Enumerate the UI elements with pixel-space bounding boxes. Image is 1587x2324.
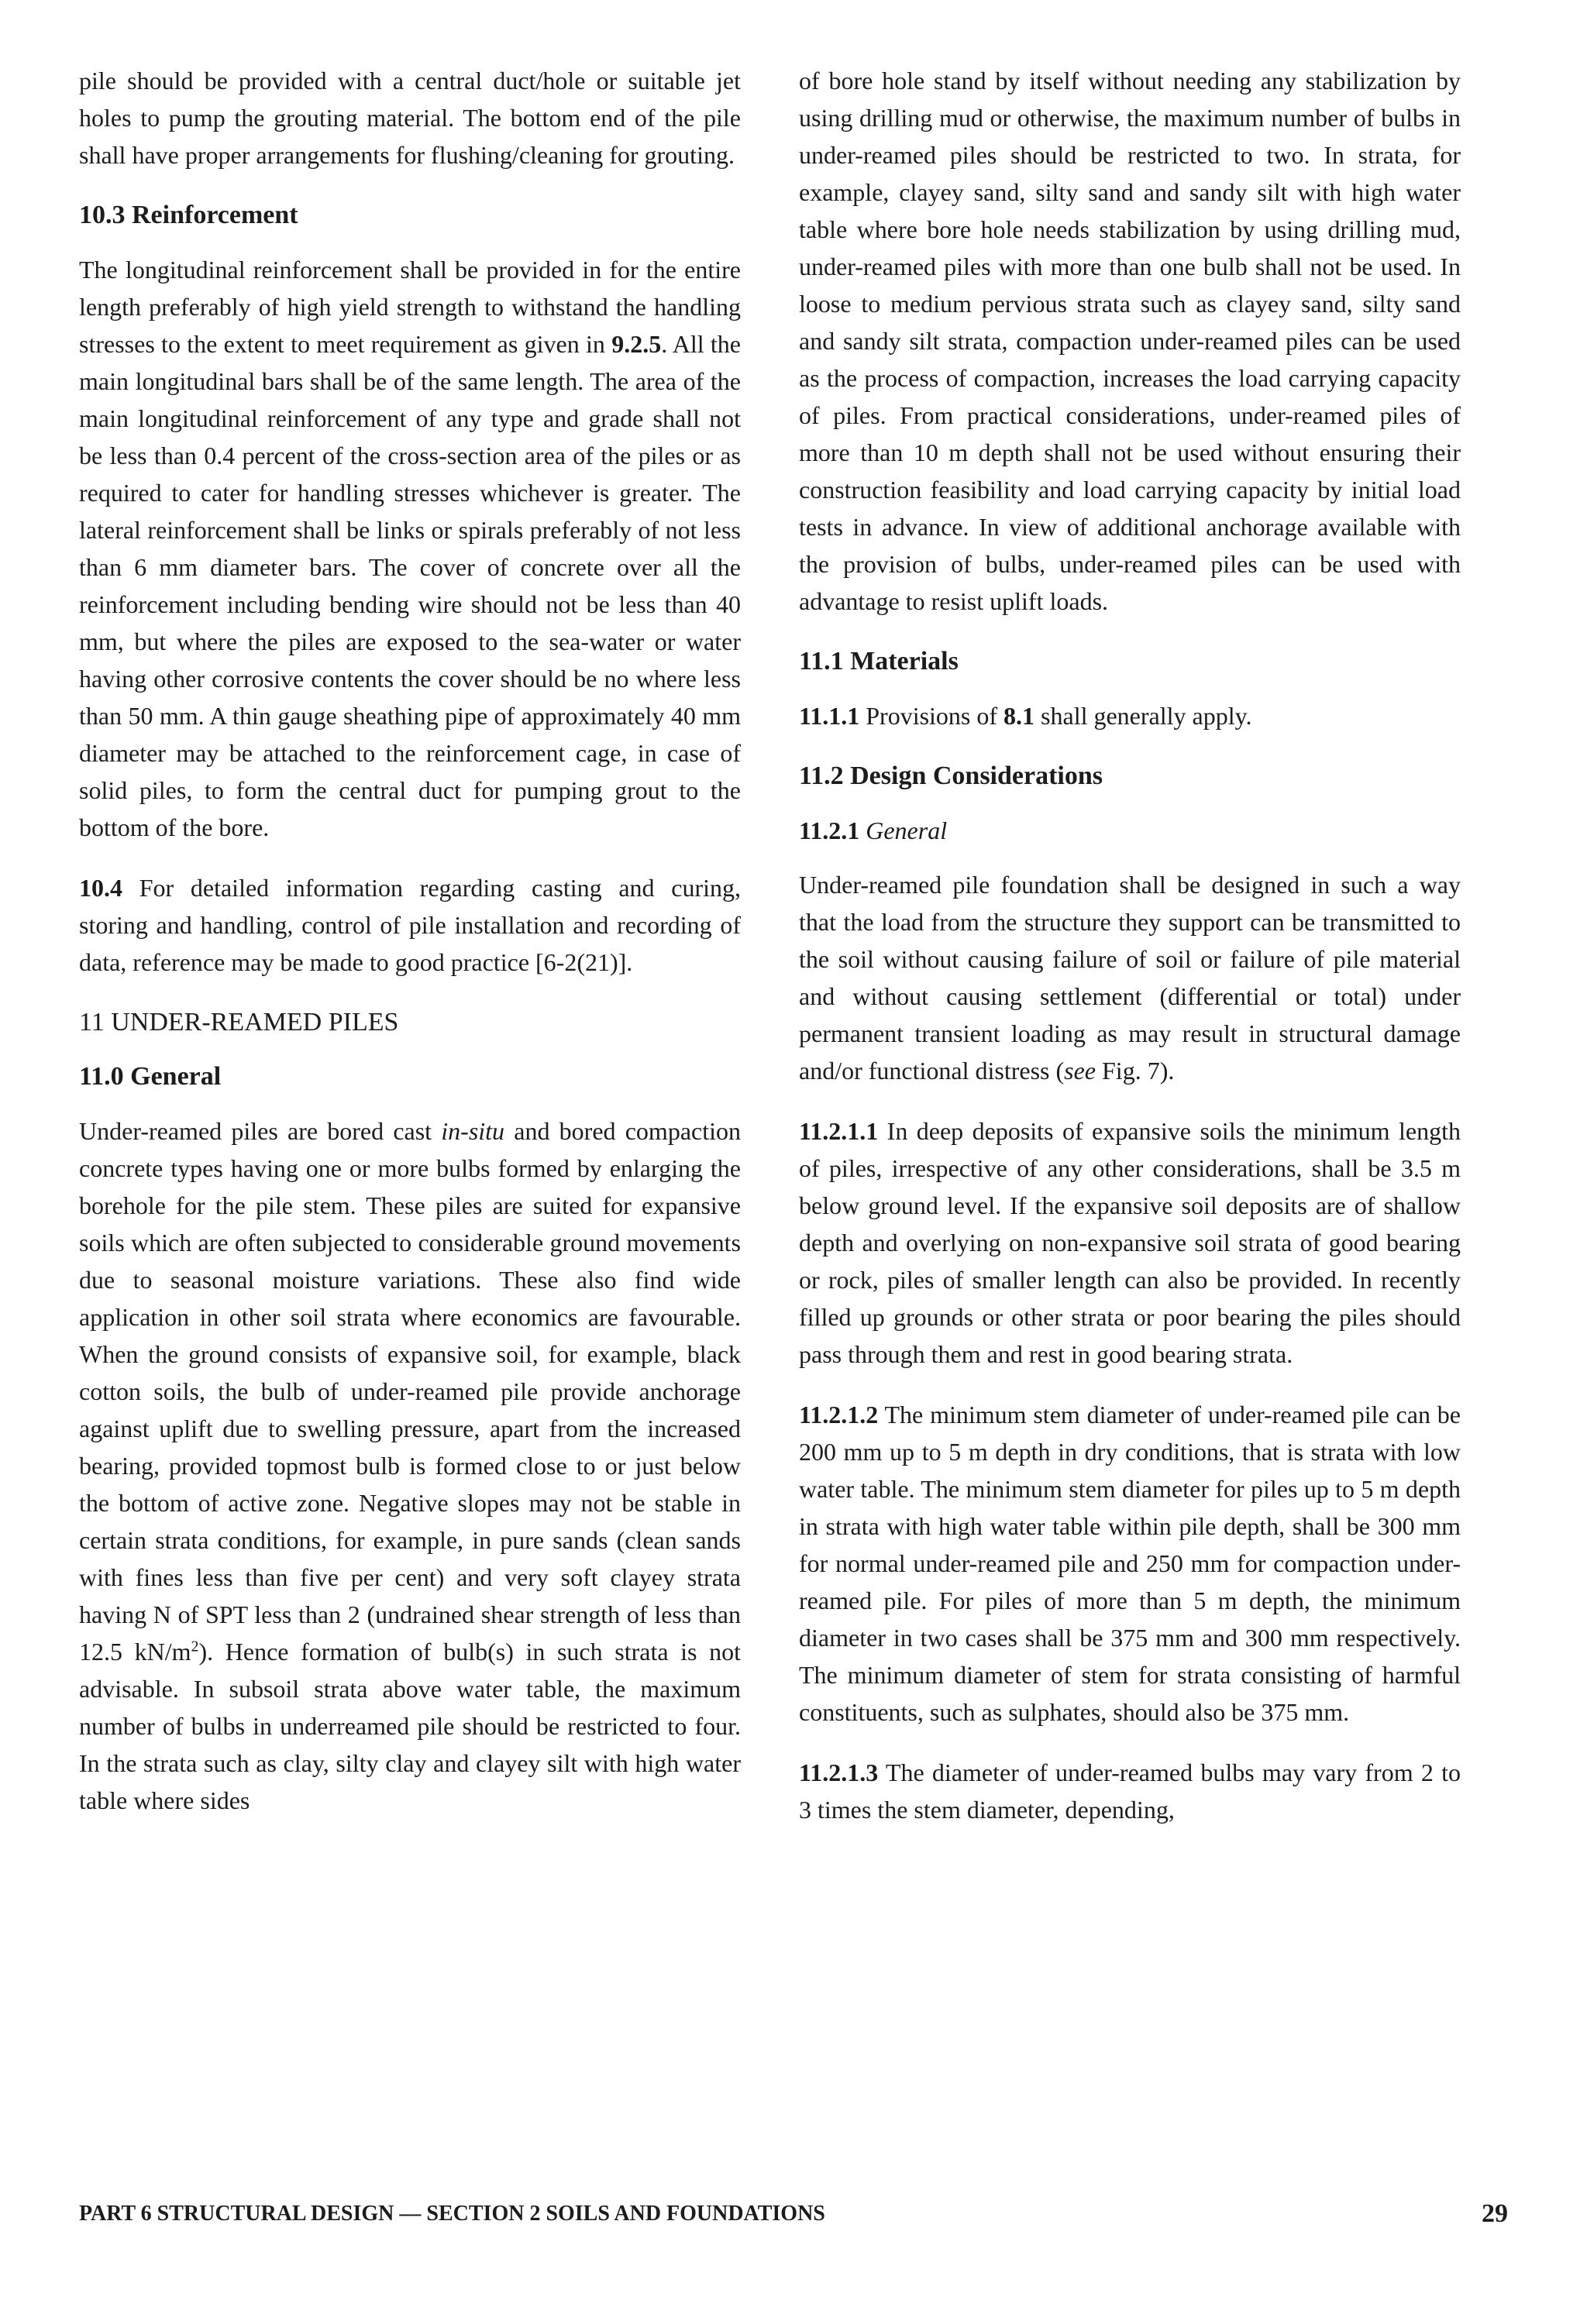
clause-number-11-2-1-2: 11.2.1.2 <box>799 1401 879 1428</box>
clause-number-11-1-1: 11.1.1 <box>799 702 860 730</box>
heading-10-3-reinforcement: 10.3 Reinforcement <box>79 201 298 229</box>
reference-8-1: 8.1 <box>1003 702 1035 730</box>
text-run: ). Hence formation of bulb(s) in such strata is not advisable. In subsoil strata above water table, the maximum number of bulbs in underreamed pile should be restricted to four. In the strata such as clay, silty clay and clayey silt with high water table where sides <box>79 1638 742 1814</box>
paragraph-11-2-1-1 <box>799 1112 1461 1373</box>
term-see: see <box>1064 1057 1096 1085</box>
heading-11-0-general: 11.0 General <box>79 1062 222 1091</box>
heading-11-1-materials: 11.1 Materials <box>799 647 959 676</box>
text-run: For detailed information regarding casting and curing, storing and handling, control of pile installation and recording of data, reference may be made to good practice [6-2(21)]. <box>79 874 741 976</box>
term-in-situ: in-situ <box>441 1117 505 1145</box>
superscript-2: 2 <box>191 1638 199 1655</box>
text-run: shall generally apply. <box>1034 702 1252 730</box>
right-column <box>799 62 1461 1851</box>
text-run: Provisions of <box>859 702 1004 730</box>
text-run: . All the main longitudinal bars shall be of the same length. The area of the main longitudinal reinforcement of any type and grade shall not be less than 0.4 percent of the cross-section area of the piles or as required to cater for handling stresses whichever is greater. The lateral reinforcement shall be links or spirals preferably of not less than 6 mm diameter bars. The cover of concrete over all the reinforcement including bending wire should not be less than 40 mm, but where the piles are exposed to the sea-water or water having other corrosive contents the cover should be no where less than 50 mm. A thin gauge sheathing pipe of approximately 40 mm diameter may be attached to the reinforcement cage, in case of solid piles, to form the central duct for pumping grout to the bottom of the bore. <box>79 330 742 841</box>
footer-section-title: PART 6 STRUCTURAL DESIGN — SECTION 2 SOILS AND FOUNDATIONS <box>79 2202 825 2226</box>
paragraph-10-3 <box>79 251 741 846</box>
text-run: Under-reamed pile foundation shall be designed in such a way that the load from the structure they support can be transmitted to the soil without causing failure of soil or failure of pile material and without causing settlement (differential or total) under permanent transient loading as may result in structural damage and/or functional distress ( <box>799 871 1461 1085</box>
left-column <box>79 62 741 1842</box>
text-run: The diameter of under-reamed bulbs may vary from 2 to 3 times the stem diameter, depending, <box>799 1758 1461 1824</box>
subheading-title: General <box>859 816 948 844</box>
subheading-11-2-1 <box>799 812 1461 849</box>
text-run: and bored compaction concrete types having one or more bulbs formed by enlarging the borehole for the pile stem. These piles are suited for expansive soils which are often subjected to considerable ground movements due to seasonal moisture variations. These also find wide application in other soil strata where economics are favourable. When the ground consists of expansive soil, for example, black cotton soils, the bulb of under-reamed pile provide anchorage against uplift due to swelling pressure, apart from the increased bearing, provided topmost bulb is formed close to or just below the bottom of active zone. Negative slopes may not be stable in certain strata conditions, for example, in pure sands (clean sands with fines less than five per cent) and very soft clayey strata having N of SPT less than 2 (undrained shear strength of less than 12.5 kN/m <box>79 1117 741 1666</box>
page-number: 29 <box>1482 2199 1508 2228</box>
heading-11-2-design-considerations: 11.2 Design Considerations <box>799 761 1103 790</box>
clause-number-11-2-1: 11.2.1 <box>799 816 860 844</box>
paragraph-11-2-1-2 <box>799 1396 1461 1731</box>
heading-11-under-reamed-piles: 11 UNDER-REAMED PILES <box>79 1008 399 1037</box>
clause-number-11-2-1-3: 11.2.1.3 <box>799 1758 879 1786</box>
paragraph-10-4 <box>79 869 741 981</box>
clause-number-11-2-1-1: 11.2.1.1 <box>799 1117 879 1145</box>
page-footer <box>79 2199 1508 2229</box>
text-run: Under-reamed piles are bored cast <box>79 1117 442 1145</box>
paragraph-bulbs: of bore hole stand by itself without needing any stabilization by using drilling mud or otherwise, the maximum number of bulbs in under-reamed piles should be restricted to two. In strata, for example, clayey sand, silty sand and sandy silt with high water table where bore hole needs stabilization by using drilling mud, under-reamed piles with more than one bulb shall not be used. In loose to medium pervious strata such as clayey sand, silty sand and sandy silt strata, compaction under-reamed piles can be used as the process of compaction, increases the load carrying capacity of piles. From practical considerations, under-reamed piles of more than 10 m depth shall not be used without ensuring their construction feasibility and load carrying capacity by initial load tests in advance. In view of additional anchorage available with the provision of bulbs, under-reamed piles can be used with advantage to resist uplift loads. <box>799 67 1461 615</box>
text-run: The minimum stem diameter of under-reamed pile can be 200 mm up to 5 m depth in dry conditions, that is strata with low water table. The minimum stem diameter for piles up to 5 m depth in strata with high water table within pile depth, shall be 300 mm for normal under-reamed pile and 250 mm for compaction under-reamed pile. For piles of more than 5 m depth, the minimum diameter in two cases shall be 375 mm and 300 mm respectively. The minimum diameter of stem for strata consisting of harmful constituents, such as sulphates, should also be 375 mm. <box>799 1401 1461 1726</box>
paragraph-11-2-1-3 <box>799 1754 1461 1828</box>
text-run: Fig. 7). <box>1096 1057 1175 1085</box>
text-run: In deep deposits of expansive soils the minimum length of piles, irrespective of any other considerations, shall be 3.5 m below ground level. If the expansive soil deposits are of shallow depth and overlying on non-expansive soil strata of good bearing or rock, piles of smaller length can also be provided. In recently filled up grounds or other strata or poor bearing the piles should pass through them and rest in good bearing strata. <box>799 1117 1461 1368</box>
paragraph-11-0 <box>79 1112 741 1819</box>
paragraph-11-1-1 <box>799 697 1461 734</box>
paragraph-11-2-1 <box>799 866 1461 1089</box>
text-run: The longitudinal reinforcement shall be provided in for the entire length preferably of high yield strength to withstand the handling stresses to the extent to meet requirement as given in <box>79 256 741 358</box>
paragraph-duct: pile should be provided with a central duct/hole or suitable jet holes to pump the grouting material. The bottom end of the pile shall have proper arrangements for flushing/cleaning for grouting. <box>79 67 741 169</box>
reference-9-2-5: 9.2.5 <box>611 330 662 358</box>
clause-number-10-4: 10.4 <box>79 874 122 902</box>
